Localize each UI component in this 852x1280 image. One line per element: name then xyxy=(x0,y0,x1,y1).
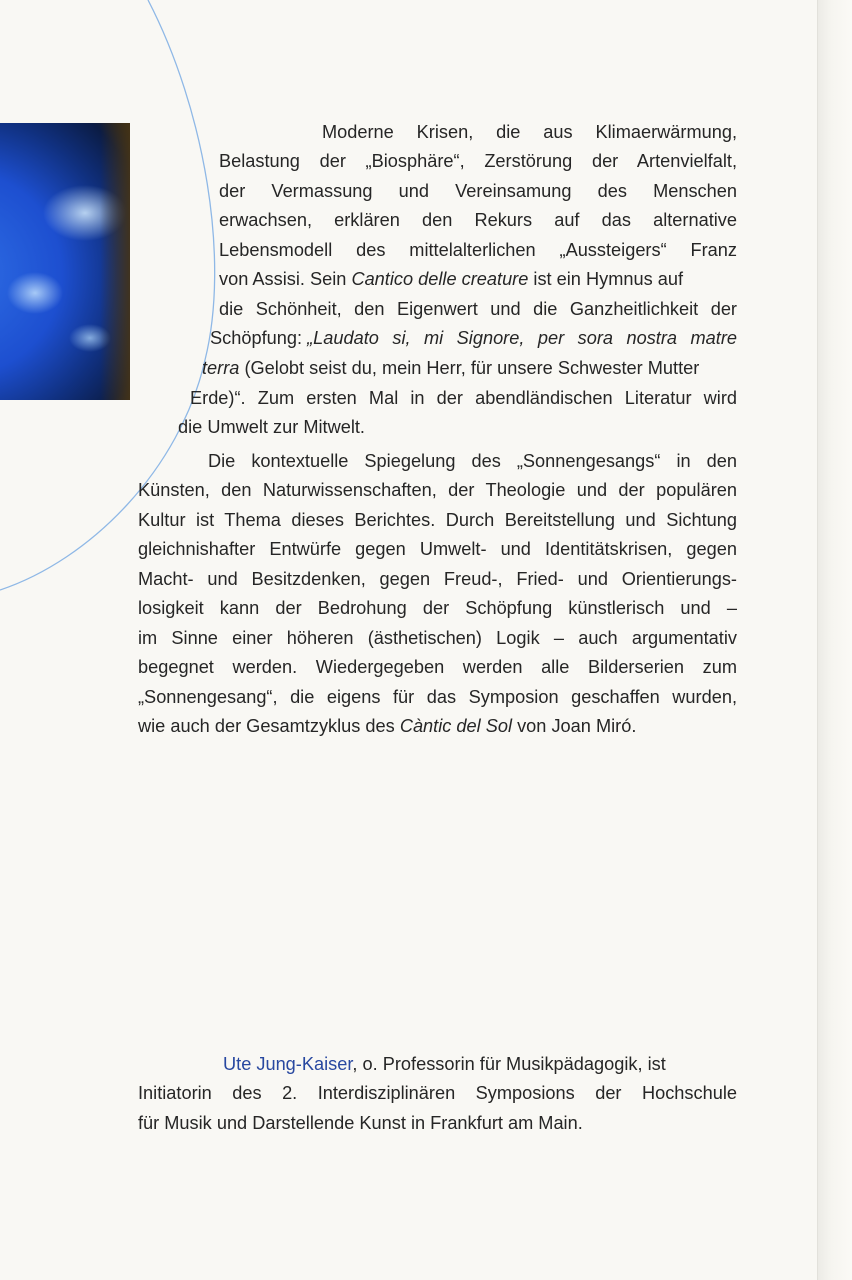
work-title-cantico: Cantico delle creature xyxy=(351,269,529,289)
text-line: die Schönheit, den Eigenwert und die Ganzheitlichkeit der xyxy=(219,299,737,319)
sun-photo xyxy=(0,123,130,400)
text-line: Macht- und Besitzdenken, gegen Freud-, Fried- und Orientierungs- xyxy=(138,569,737,589)
text-line: Belastung der „Biosphäre“, Zerstörung der Artenvielfalt, xyxy=(219,151,737,171)
text-line: die Umwelt zur Mitwelt. xyxy=(178,417,365,437)
text-line xyxy=(210,324,737,354)
text-line: erwachsen, erklären den Rekurs auf das alternative xyxy=(219,210,737,230)
text-line: Moderne Krisen, die aus Klimaerwärmung, xyxy=(322,122,737,142)
author-name: Ute Jung-Kaiser xyxy=(223,1054,353,1074)
text-span: von Joan Miró. xyxy=(512,716,637,736)
author-line-2: Initiatorin des 2. Interdisziplinären Symposions der Hochschule xyxy=(138,1083,737,1103)
text-line: begegnet werden. Wiedergegeben werden alle Bilderserien zum xyxy=(138,657,737,677)
text-line: Die kontextuelle Spiegelung des „Sonnengesangs“ in den xyxy=(208,451,737,471)
text-line: Lebensmodell des mittelalterlichen „Aussteigers“ Franz xyxy=(219,240,737,260)
text-span: , o. Professorin für Musikpädagogik, ist xyxy=(352,1054,666,1074)
text-line: „Sonnengesang“, die eigens für das Symposion geschaffen wurden, xyxy=(138,687,737,707)
text-line: Künsten, den Naturwissenschaften, der Theologie und der populären xyxy=(138,480,737,500)
text-line xyxy=(219,265,683,295)
text-span: Schöpfung: xyxy=(210,328,308,348)
quote-laudato: „Laudato si, mi Signore, per sora nostra matre xyxy=(307,328,737,348)
text-line xyxy=(138,712,636,742)
quote-terra: terra xyxy=(202,358,240,378)
text-line: losigkeit kann der Bedrohung der Schöpfung künstlerisch und – xyxy=(138,598,737,618)
spine-edge xyxy=(817,0,852,1280)
text-line: im Sinne einer höheren (ästhetischen) Logik – auch argumentativ xyxy=(138,628,737,648)
text-span: ist ein Hymnus auf xyxy=(528,269,684,289)
text-span: von Assisi. Sein xyxy=(219,269,352,289)
text-span: (Gelobt seist du, mein Herr, für unsere Schwester Mutter xyxy=(239,358,700,378)
text-line: der Vermassung und Vereinsamung des Menschen xyxy=(219,181,737,201)
text-span: wie auch der Gesamtzyklus des xyxy=(138,716,400,736)
text-line: gleichnishafter Entwürfe gegen Umwelt- und Identitätskrisen, gegen xyxy=(138,539,737,559)
author-line-3: für Musik und Darstellende Kunst in Frankfurt am Main. xyxy=(138,1113,583,1133)
text-line: Erde)“. Zum ersten Mal in der abendländischen Literatur wird xyxy=(190,388,737,408)
work-title-cantic: Càntic del Sol xyxy=(399,716,513,736)
text-line: Kultur ist Thema dieses Berichtes. Durch Bereitstellung und Sichtung xyxy=(138,510,737,530)
text-line xyxy=(202,354,699,384)
author-line-1 xyxy=(223,1050,666,1080)
